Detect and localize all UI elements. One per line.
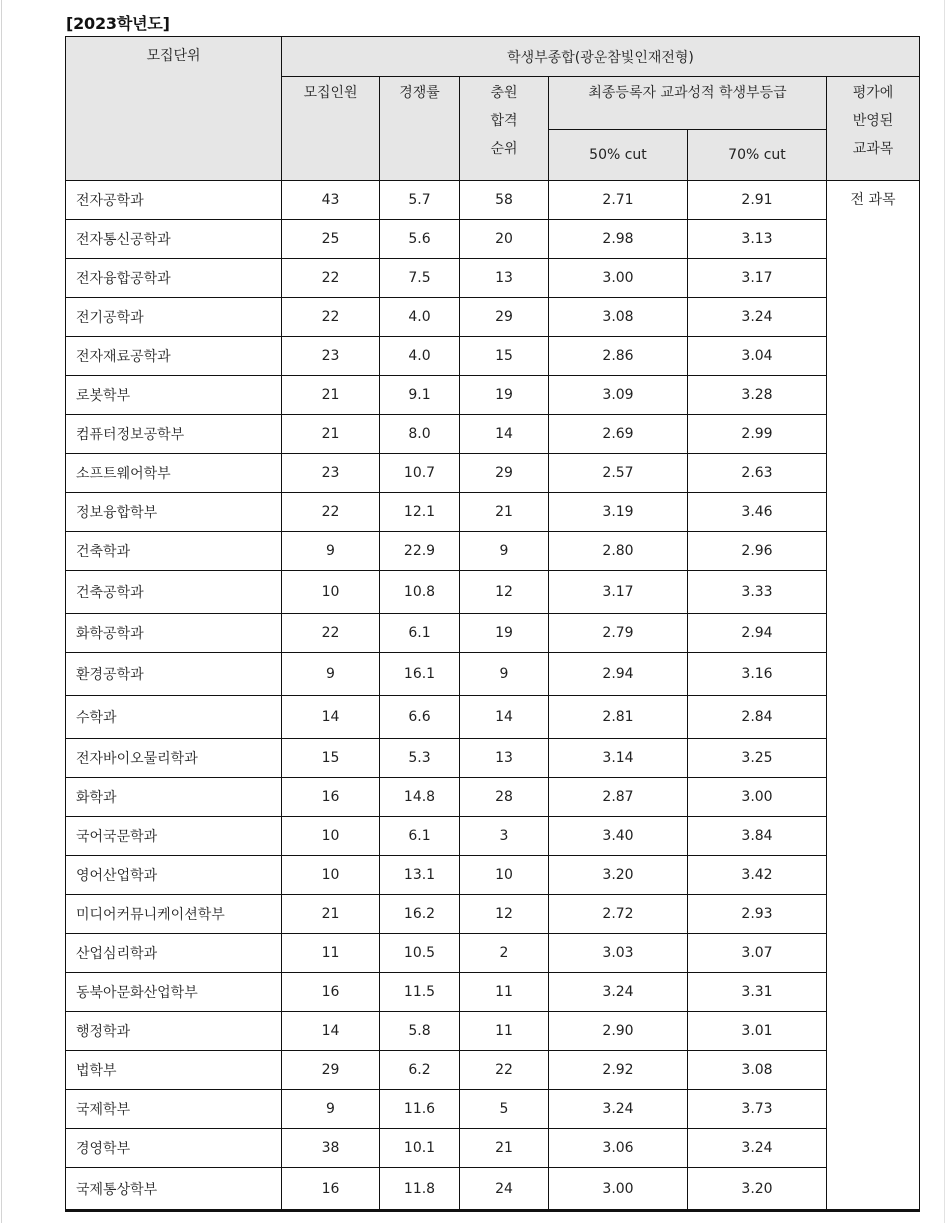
cell-recruit: 29 <box>282 1051 380 1090</box>
table-row <box>66 337 920 376</box>
table-row <box>66 181 920 220</box>
cell-unit: 법학부 <box>66 1051 282 1090</box>
cell-cut70: 3.08 <box>688 1051 827 1090</box>
cell-cut50: 2.87 <box>549 778 688 817</box>
header-subjects-line1: 평가에 <box>852 85 894 101</box>
header-cut50: 50% cut <box>549 130 688 181</box>
cell-recruit: 16 <box>282 1168 380 1211</box>
cell-competition: 5.3 <box>380 739 460 778</box>
cell-unit: 전자융합공학과 <box>66 259 282 298</box>
header-subjects-line2: 반영된 <box>852 113 894 129</box>
cell-competition: 10.7 <box>380 454 460 493</box>
cell-competition: 6.6 <box>380 696 460 739</box>
cell-cut70: 3.00 <box>688 778 827 817</box>
cell-competition: 12.1 <box>380 493 460 532</box>
cell-waitlist-rank: 19 <box>460 614 549 653</box>
cell-recruit: 9 <box>282 653 380 696</box>
cell-cut50: 2.79 <box>549 614 688 653</box>
cell-cut50: 3.00 <box>549 259 688 298</box>
cell-competition: 14.8 <box>380 778 460 817</box>
cell-waitlist-rank: 14 <box>460 415 549 454</box>
cell-waitlist-rank: 11 <box>460 973 549 1012</box>
cell-recruit: 14 <box>282 696 380 739</box>
cell-recruit: 10 <box>282 856 380 895</box>
table-row <box>66 614 920 653</box>
cell-cut70: 3.01 <box>688 1012 827 1051</box>
cell-waitlist-rank: 22 <box>460 1051 549 1090</box>
cell-waitlist-rank: 21 <box>460 493 549 532</box>
cell-competition: 8.0 <box>380 415 460 454</box>
cell-competition: 11.6 <box>380 1090 460 1129</box>
cell-cut50: 3.24 <box>549 973 688 1012</box>
page-left-edge <box>1 0 2 1223</box>
cell-unit: 국제학부 <box>66 1090 282 1129</box>
header-waitlist-line2: 합격 <box>490 113 518 129</box>
cell-recruit: 43 <box>282 181 380 220</box>
cell-waitlist-rank: 29 <box>460 298 549 337</box>
cell-cut70: 3.13 <box>688 220 827 259</box>
cell-competition: 10.1 <box>380 1129 460 1168</box>
cell-cut70: 3.42 <box>688 856 827 895</box>
header-subjects-line3: 교과목 <box>852 141 894 157</box>
cell-cut50: 2.57 <box>549 454 688 493</box>
cell-recruit: 16 <box>282 778 380 817</box>
cell-cut70: 3.20 <box>688 1168 827 1211</box>
cell-competition: 10.5 <box>380 934 460 973</box>
table-row <box>66 376 920 415</box>
cell-cut70: 3.17 <box>688 259 827 298</box>
cell-unit: 산업심리학과 <box>66 934 282 973</box>
cell-waitlist-rank: 9 <box>460 532 549 571</box>
header-cut70: 70% cut <box>688 130 827 181</box>
cell-cut50: 3.08 <box>549 298 688 337</box>
cell-waitlist-rank: 58 <box>460 181 549 220</box>
cell-cut50: 3.03 <box>549 934 688 973</box>
cell-cut50: 2.71 <box>549 181 688 220</box>
header-recruit: 모집인원 <box>282 77 380 181</box>
cell-recruit: 22 <box>282 298 380 337</box>
cell-unit: 전기공학과 <box>66 298 282 337</box>
cell-waitlist-rank: 9 <box>460 653 549 696</box>
table-row <box>66 778 920 817</box>
header-admission-type: 학생부종합(광운참빛인재전형) <box>282 37 920 77</box>
cell-cut70: 3.24 <box>688 298 827 337</box>
table-row <box>66 1051 920 1090</box>
cell-recruit: 22 <box>282 614 380 653</box>
cell-subjects: 전 과목 <box>827 181 920 1211</box>
cell-unit: 미디어커뮤니케이션학부 <box>66 895 282 934</box>
page-right-edge <box>944 0 945 1223</box>
cell-cut70: 3.28 <box>688 376 827 415</box>
cell-cut70: 3.46 <box>688 493 827 532</box>
cell-cut50: 3.17 <box>549 571 688 614</box>
cell-waitlist-rank: 14 <box>460 696 549 739</box>
cell-unit: 건축공학과 <box>66 571 282 614</box>
table-row <box>66 1168 920 1211</box>
header-grade-group: 최종등록자 교과성적 학생부등급 <box>549 77 827 130</box>
cell-unit: 화학공학과 <box>66 614 282 653</box>
cell-waitlist-rank: 21 <box>460 1129 549 1168</box>
cell-cut50: 2.86 <box>549 337 688 376</box>
cell-cut50: 3.24 <box>549 1090 688 1129</box>
cell-unit: 소프트웨어학부 <box>66 454 282 493</box>
cell-competition: 6.1 <box>380 614 460 653</box>
cell-competition: 22.9 <box>380 532 460 571</box>
cell-unit: 정보융합학부 <box>66 493 282 532</box>
cell-cut50: 2.72 <box>549 895 688 934</box>
cell-waitlist-rank: 10 <box>460 856 549 895</box>
cell-cut50: 3.06 <box>549 1129 688 1168</box>
cell-cut50: 2.98 <box>549 220 688 259</box>
cell-cut70: 2.94 <box>688 614 827 653</box>
cell-cut70: 3.16 <box>688 653 827 696</box>
table-row <box>66 415 920 454</box>
table-row <box>66 739 920 778</box>
cell-cut70: 3.25 <box>688 739 827 778</box>
section-title: [2023학년도] <box>66 14 170 33</box>
cell-cut70: 3.07 <box>688 934 827 973</box>
cell-competition: 4.0 <box>380 337 460 376</box>
cell-cut70: 2.84 <box>688 696 827 739</box>
cell-cut70: 3.33 <box>688 571 827 614</box>
cell-cut70: 2.96 <box>688 532 827 571</box>
cell-waitlist-rank: 13 <box>460 739 549 778</box>
cell-competition: 5.7 <box>380 181 460 220</box>
table-row <box>66 817 920 856</box>
cell-recruit: 21 <box>282 415 380 454</box>
cell-unit: 행정학과 <box>66 1012 282 1051</box>
cell-cut70: 2.91 <box>688 181 827 220</box>
cell-waitlist-rank: 24 <box>460 1168 549 1211</box>
cell-competition: 11.8 <box>380 1168 460 1211</box>
cell-cut50: 2.80 <box>549 532 688 571</box>
cell-waitlist-rank: 28 <box>460 778 549 817</box>
table-row <box>66 895 920 934</box>
cell-unit: 동북아문화산업학부 <box>66 973 282 1012</box>
cell-recruit: 21 <box>282 376 380 415</box>
cell-cut50: 3.14 <box>549 739 688 778</box>
table-row <box>66 571 920 614</box>
cell-unit: 영어산업학과 <box>66 856 282 895</box>
cell-recruit: 23 <box>282 454 380 493</box>
table-row <box>66 454 920 493</box>
cell-recruit: 9 <box>282 1090 380 1129</box>
cell-recruit: 15 <box>282 739 380 778</box>
cell-unit: 전자통신공학과 <box>66 220 282 259</box>
cell-cut70: 2.63 <box>688 454 827 493</box>
cell-waitlist-rank: 19 <box>460 376 549 415</box>
cell-cut50: 3.40 <box>549 817 688 856</box>
table-row <box>66 220 920 259</box>
cell-recruit: 14 <box>282 1012 380 1051</box>
cell-unit: 전자재료공학과 <box>66 337 282 376</box>
table-row <box>66 856 920 895</box>
cell-cut50: 3.19 <box>549 493 688 532</box>
cell-unit: 수학과 <box>66 696 282 739</box>
cell-recruit: 22 <box>282 493 380 532</box>
cell-waitlist-rank: 12 <box>460 571 549 614</box>
cell-recruit: 9 <box>282 532 380 571</box>
cell-competition: 6.2 <box>380 1051 460 1090</box>
table-row <box>66 298 920 337</box>
header-subjects <box>827 77 920 181</box>
cell-cut70: 3.73 <box>688 1090 827 1129</box>
cell-competition: 4.0 <box>380 298 460 337</box>
table-row <box>66 532 920 571</box>
header-waitlist-line1: 충원 <box>490 85 518 101</box>
cell-recruit: 11 <box>282 934 380 973</box>
cell-unit: 건축학과 <box>66 532 282 571</box>
cell-unit: 전자공학과 <box>66 181 282 220</box>
cell-competition: 7.5 <box>380 259 460 298</box>
cell-recruit: 38 <box>282 1129 380 1168</box>
cell-cut50: 3.00 <box>549 1168 688 1211</box>
table-row <box>66 259 920 298</box>
cell-cut50: 2.90 <box>549 1012 688 1051</box>
cell-cut70: 3.31 <box>688 973 827 1012</box>
cell-competition: 10.8 <box>380 571 460 614</box>
table-row <box>66 1012 920 1051</box>
cell-cut50: 2.94 <box>549 653 688 696</box>
table-row <box>66 1090 920 1129</box>
cell-recruit: 16 <box>282 973 380 1012</box>
header-waitlist-line3: 순위 <box>490 141 518 157</box>
cell-waitlist-rank: 3 <box>460 817 549 856</box>
cell-cut70: 2.93 <box>688 895 827 934</box>
header-competition: 경쟁률 <box>380 77 460 181</box>
cell-unit: 화학과 <box>66 778 282 817</box>
table-row <box>66 696 920 739</box>
cell-competition: 11.5 <box>380 973 460 1012</box>
cell-cut50: 2.69 <box>549 415 688 454</box>
cell-cut70: 2.99 <box>688 415 827 454</box>
cell-cut50: 3.09 <box>549 376 688 415</box>
header-unit: 모집단위 <box>66 37 282 181</box>
cell-unit: 국제통상학부 <box>66 1168 282 1211</box>
table-row <box>66 493 920 532</box>
cell-unit: 경영학부 <box>66 1129 282 1168</box>
cell-waitlist-rank: 20 <box>460 220 549 259</box>
cell-unit: 환경공학과 <box>66 653 282 696</box>
cell-waitlist-rank: 15 <box>460 337 549 376</box>
table-row <box>66 653 920 696</box>
cell-competition: 5.8 <box>380 1012 460 1051</box>
cell-cut70: 3.84 <box>688 817 827 856</box>
cell-recruit: 22 <box>282 259 380 298</box>
cell-recruit: 21 <box>282 895 380 934</box>
cell-cut50: 3.20 <box>549 856 688 895</box>
cell-recruit: 23 <box>282 337 380 376</box>
cell-competition: 16.1 <box>380 653 460 696</box>
cell-unit: 국어국문학과 <box>66 817 282 856</box>
cell-competition: 5.6 <box>380 220 460 259</box>
cell-cut70: 3.24 <box>688 1129 827 1168</box>
cell-waitlist-rank: 11 <box>460 1012 549 1051</box>
cell-recruit: 10 <box>282 817 380 856</box>
cell-waitlist-rank: 29 <box>460 454 549 493</box>
cell-cut50: 2.92 <box>549 1051 688 1090</box>
cell-competition: 16.2 <box>380 895 460 934</box>
cell-cut50: 2.81 <box>549 696 688 739</box>
table-row <box>66 1129 920 1168</box>
cell-cut70: 3.04 <box>688 337 827 376</box>
cell-waitlist-rank: 5 <box>460 1090 549 1129</box>
header-waitlist-rank <box>460 77 549 181</box>
cell-waitlist-rank: 13 <box>460 259 549 298</box>
cell-competition: 13.1 <box>380 856 460 895</box>
cell-unit: 전자바이오물리학과 <box>66 739 282 778</box>
cell-recruit: 25 <box>282 220 380 259</box>
cell-competition: 6.1 <box>380 817 460 856</box>
cell-unit: 로봇학부 <box>66 376 282 415</box>
admissions-table <box>65 36 920 1212</box>
cell-waitlist-rank: 12 <box>460 895 549 934</box>
cell-competition: 9.1 <box>380 376 460 415</box>
cell-recruit: 10 <box>282 571 380 614</box>
table-row <box>66 973 920 1012</box>
table-row <box>66 934 920 973</box>
cell-unit: 컴퓨터정보공학부 <box>66 415 282 454</box>
cell-waitlist-rank: 2 <box>460 934 549 973</box>
